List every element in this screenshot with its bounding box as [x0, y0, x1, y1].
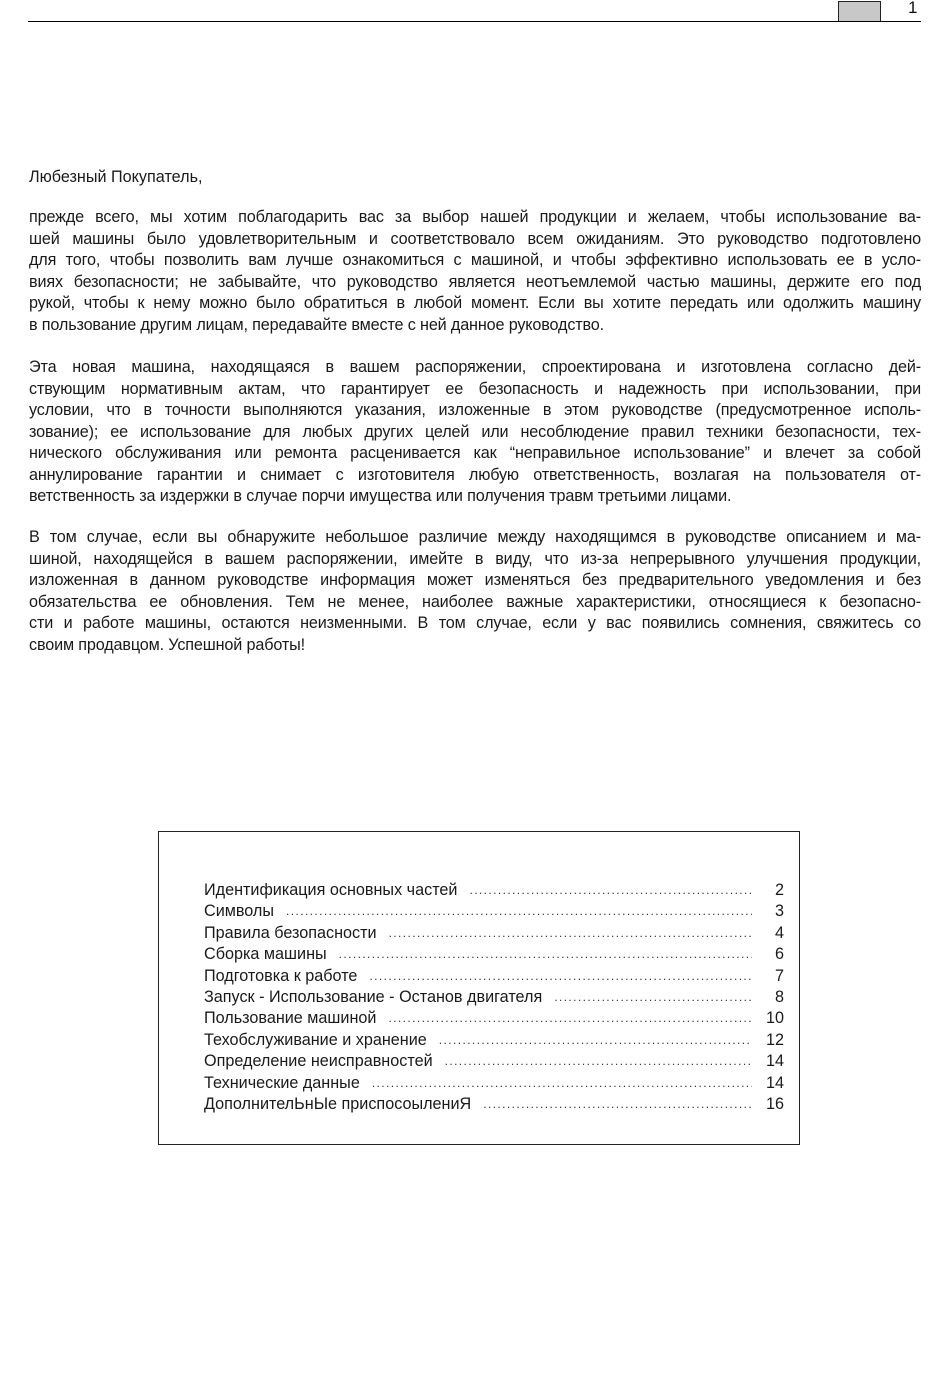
- toc-entry-page: 2: [774, 881, 784, 899]
- paragraph-line: ветственность за издержки в случае порчи имущества или получения травм третьими лицами.: [29, 487, 732, 505]
- toc-entry-page: 12: [765, 1030, 784, 1049]
- paragraph-line: ствующим нормативным актам, что гарантирует ее безопасность и надежность при использовании, при: [29, 379, 921, 398]
- letter-greeting: Любезный Покупатель,: [29, 168, 203, 186]
- paragraph-line: рукой, чтобы к нему можно было обратиться в любой момент. Если вы хотите передать или одолжить машину: [29, 294, 921, 312]
- paragraph-line: прежде всего, мы хотим поблагодарить вас за выбор нашей продукции и желаем, чтобы использование ва-: [29, 208, 921, 226]
- toc-entry[interactable]: [204, 987, 784, 1008]
- toc-entry[interactable]: [204, 1008, 784, 1029]
- toc-entry-title: Техобслуживание и хранение: [204, 1030, 427, 1049]
- toc-leader-dots: [388, 1008, 752, 1029]
- paragraph-line: нического обслуживания или ремонта расценивается как “неправильное использование” и влечет за собой: [29, 444, 921, 462]
- toc-entry[interactable]: [204, 1073, 784, 1094]
- toc-entry[interactable]: [204, 1030, 784, 1051]
- letter-paragraph-thanks: [29, 207, 921, 336]
- toc-leader-dots: [483, 1094, 752, 1115]
- toc-entry-page: 14: [765, 1052, 784, 1071]
- toc-entry-title: Пользование машиной: [204, 1009, 377, 1028]
- toc-entry-page: 6: [774, 945, 784, 964]
- toc-entry-title: Подготовка к работе: [204, 966, 358, 985]
- toc-entry-title: Технические данные: [204, 1073, 360, 1092]
- paragraph-line: своим продавцом. Успешной работы!: [29, 635, 305, 654]
- paragraph-line: сти и работе машины, остаются неизменными. В том случае, если у вас появились сомнения, свяжитесь со: [29, 614, 921, 632]
- paragraph-line: условии, что в точности выполняются указания, изложенные в этом руководстве (предусмотренное исполь-: [29, 401, 921, 419]
- toc-list: [204, 880, 784, 1115]
- table-of-contents: [158, 831, 800, 1145]
- paragraph-line: зование); ее использование для любых других целей или несоблюдение правил техники безопасности, тех-: [29, 422, 921, 441]
- toc-entry-page: 8: [774, 987, 784, 1006]
- toc-entry-page: 14: [765, 1073, 784, 1092]
- toc-entry[interactable]: [204, 1051, 784, 1072]
- toc-entry-title: ДополнителЬнЫе приспосоылениЯ: [204, 1094, 472, 1113]
- paragraph-line: аннулирование гарантии и снимает с изготовителя любую ответственность, возлагая на пользователя от-: [29, 465, 921, 484]
- toc-entry-page: 10: [765, 1009, 784, 1028]
- paragraph-line: в пользование другим лицам, передавайте вместе с ней данное руководство.: [29, 315, 605, 334]
- header-section-tab: [838, 1, 881, 21]
- page-number: 1: [908, 0, 918, 17]
- paragraph-line: изложенная в данном руководстве информация может изменяться без предварительного уведомления и без: [29, 571, 921, 589]
- toc-entry[interactable]: [204, 880, 784, 901]
- toc-leader-dots: [286, 901, 752, 922]
- toc-entry-page: 16: [765, 1094, 784, 1113]
- toc-entry-page: 7: [774, 966, 784, 985]
- paragraph-line: Эта новая машина, находящаяся в вашем распоряжении, спроектирована и изготовлена согласно дей-: [29, 358, 921, 376]
- toc-entry[interactable]: [204, 966, 784, 987]
- toc-entry-page: 4: [774, 923, 784, 942]
- letter-paragraph-differences: [29, 527, 921, 656]
- toc-leader-dots: [372, 1073, 752, 1094]
- toc-leader-dots: [339, 944, 752, 965]
- toc-entry-title: Запуск - Использование - Останов двигателя: [204, 987, 543, 1006]
- paragraph-line: шей машины было удовлетворительным и соответствовало всем ожиданиям. Это руководство подготовлено: [29, 229, 921, 248]
- toc-leader-dots: [439, 1030, 752, 1051]
- letter-paragraph-safety: [29, 357, 921, 508]
- toc-entry-title: Символы: [204, 902, 275, 921]
- toc-entry[interactable]: [204, 923, 784, 944]
- toc-entry-title: Сборка машины: [204, 945, 327, 964]
- toc-entry-title: Определение неисправностей: [204, 1052, 433, 1071]
- toc-leader-dots: [369, 966, 752, 987]
- paragraph-line: обязательства ее обновления. Тем не менее, наиболее важные характеристики, относящиеся к безопасно-: [29, 592, 921, 611]
- paragraph-line: шиной, находящейся в вашем распоряжении, имейте в виду, что из-за непрерывного улучшения продукции,: [29, 549, 921, 568]
- toc-entry[interactable]: [204, 1094, 784, 1115]
- toc-entry-title: Идентификация основных частей: [204, 881, 458, 899]
- paragraph-line: В том случае, если вы обнаружите небольшое различие между находящимся в руководстве описанием и ма-: [29, 528, 921, 546]
- toc-leader-dots: [554, 987, 752, 1008]
- toc-entry-page: 3: [774, 902, 784, 921]
- toc-entry[interactable]: [204, 944, 784, 965]
- toc-entry[interactable]: [204, 901, 784, 922]
- paragraph-line: виях безопасности; не забывайте, что руководство является неотъемлемой частью машины, держите его под: [29, 272, 921, 291]
- toc-leader-dots: [389, 923, 752, 944]
- header-rule: [28, 21, 921, 22]
- toc-leader-dots: [469, 880, 752, 901]
- toc-leader-dots: [445, 1051, 752, 1072]
- toc-entry-title: Правила безопасности: [204, 923, 377, 942]
- paragraph-line: для того, чтобы позволить вам лучше ознакомиться с машиной, и чтобы эффективно использовать ее в усло-: [29, 251, 921, 269]
